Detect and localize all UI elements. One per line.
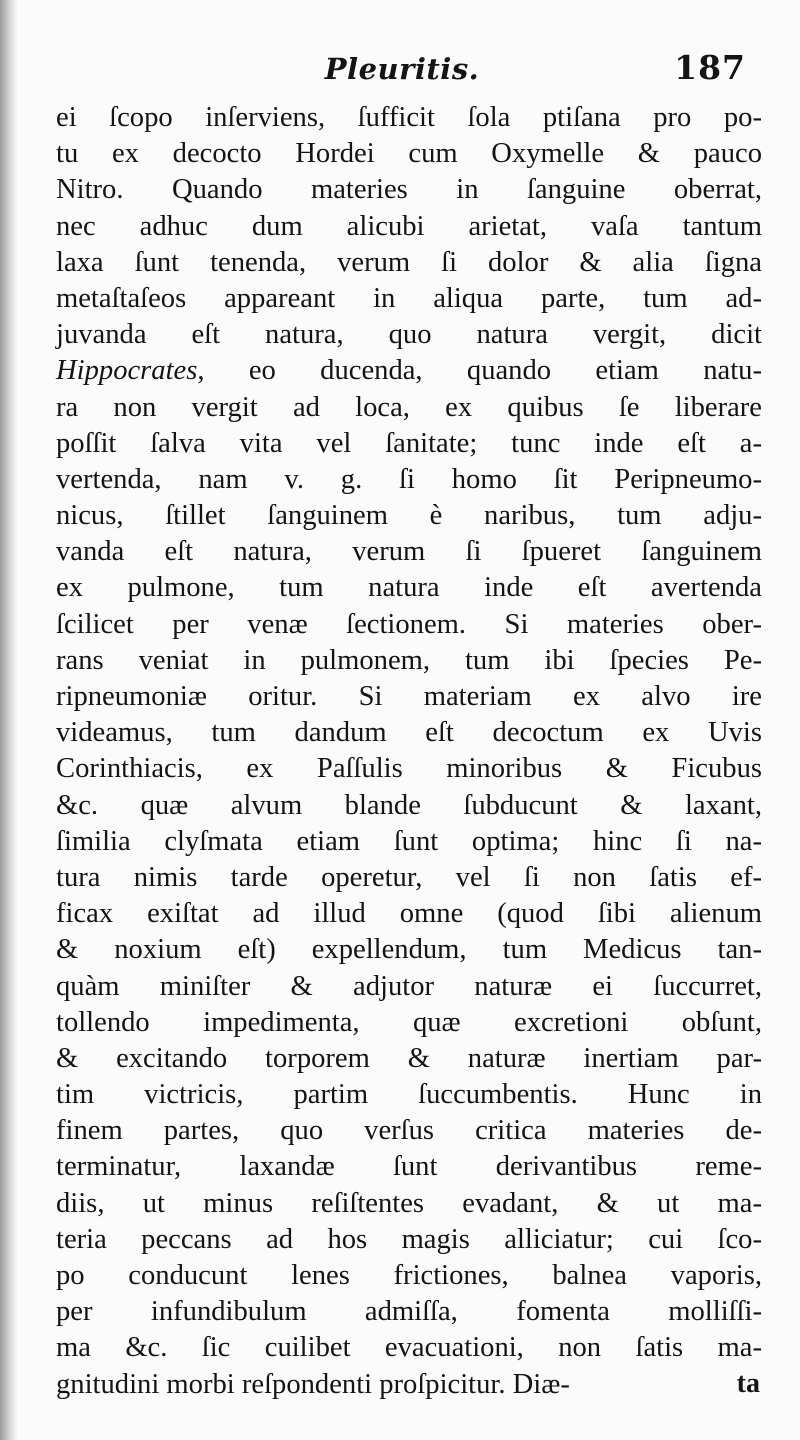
text-line xyxy=(56,607,762,643)
text-line xyxy=(56,209,762,245)
text-segment: Corinthiacis, ex Paſſulis minoribus & Ficubus xyxy=(56,753,762,785)
text-segment: terminatur, laxandæ ſunt derivantibus reme- xyxy=(56,1151,762,1183)
text-segment: ma &c. ſic cuilibet evacuationi, non ſatis ma- xyxy=(56,1332,762,1364)
text-segment: teria peccans ad hos magis alliciatur; cui ſco- xyxy=(56,1223,762,1255)
text-line xyxy=(56,1005,762,1041)
text-segment: laxa ſunt tenenda, verum ſi dolor & alia ſigna xyxy=(56,246,762,278)
text-segment: per infundibulum admiſſa, fomenta molliſſi- xyxy=(56,1296,762,1328)
text-line xyxy=(56,715,762,751)
text-segment: ex pulmone, tum natura inde eſt avertenda xyxy=(56,572,762,604)
text-segment: rans veniat in pulmonem, tum ibi ſpecies Pe- xyxy=(56,644,762,676)
text-line xyxy=(56,679,762,715)
text-line xyxy=(56,860,762,896)
text-segment: ripneumoniæ oritur. Si materiam ex alvo ire xyxy=(56,681,762,712)
text-line xyxy=(56,390,762,426)
running-head xyxy=(52,48,752,96)
text-line xyxy=(56,426,762,462)
text-segment: gnitudini morbi reſpondenti proſpicitur. Diæ- xyxy=(56,1368,570,1400)
text-line xyxy=(56,136,762,172)
text-segment: videamus, tum dandum eſt decoctum ex Uvis xyxy=(56,717,762,749)
text-segment: tollendo impedimenta, quæ excretioni obſunt, xyxy=(56,1006,762,1038)
text-segment: poſſit ſalva vita vel ſanitate; tunc inde eſt a- xyxy=(56,427,762,459)
text-line xyxy=(56,1077,762,1113)
text-segment: diis, ut minus reſiſtentes evadant, & ut ma- xyxy=(56,1187,762,1219)
text-line xyxy=(56,643,762,679)
text-line xyxy=(56,1149,762,1185)
text-line xyxy=(56,317,762,353)
text-line xyxy=(56,824,762,860)
catchword: ta xyxy=(736,1368,760,1399)
text-segment: &c. quæ alvum blande ſubducunt & laxant, xyxy=(56,789,762,821)
text-line xyxy=(56,245,762,281)
text-segment: vanda eſt natura, verum ſi ſpueret ſanguinem xyxy=(56,536,762,568)
running-title: Pleuritis. xyxy=(324,52,480,86)
text-segment: tu ex decocto Hordei cum Oxymelle & pauco xyxy=(56,138,762,170)
text-segment: po conducunt lenes frictiones, balnea vaporis, xyxy=(56,1260,762,1291)
text-line xyxy=(56,100,762,136)
text-line xyxy=(56,172,762,208)
text-line xyxy=(56,534,762,570)
text-segment: finem partes, quo verſus critica materies de- xyxy=(56,1115,762,1147)
text-segment: ſcilicet per venæ ſectionem. Si materies ober- xyxy=(56,608,762,640)
text-segment: , eo ducenda, quando etiam natu- xyxy=(197,355,762,387)
text-segment: Nitro. Quando materies in ſanguine oberrat, xyxy=(56,174,762,206)
text-segment: juvanda eſt natura, quo natura vergit, dicit xyxy=(56,319,762,351)
text-segment: ei ſcopo inſerviens, ſufficit ſola ptiſana pro po- xyxy=(56,102,762,133)
text-line xyxy=(56,896,762,932)
text-segment: ficax exiſtat ad illud omne (quod ſibi alienum xyxy=(56,898,762,930)
text-line xyxy=(56,1367,762,1403)
text-segment: tim victricis, partim ſuccumbentis. Hunc in xyxy=(56,1079,762,1111)
text-line xyxy=(56,751,762,787)
text-line xyxy=(56,570,762,606)
italic-name: Hippocrates xyxy=(56,355,198,387)
page-number: 187 xyxy=(674,48,746,87)
text-line xyxy=(56,353,762,389)
text-line xyxy=(56,1113,762,1149)
text-line xyxy=(56,281,762,317)
text-segment: metaſtaſeos appareant in aliqua parte, tum ad- xyxy=(56,282,762,314)
text-segment: nicus, ſtillet ſanguinem è naribus, tum adju- xyxy=(56,500,762,532)
text-line xyxy=(56,1222,762,1258)
text-line xyxy=(56,1186,762,1222)
text-segment: & noxium eſt) expellendum, tum Medicus tan- xyxy=(56,934,762,966)
text-line xyxy=(56,1294,762,1330)
text-line xyxy=(56,1041,762,1077)
text-line xyxy=(56,1330,762,1366)
body-text xyxy=(56,100,762,1403)
text-line xyxy=(56,498,762,534)
text-segment: tura nimis tarde operetur, vel ſi non ſatis ef- xyxy=(56,861,762,893)
text-line xyxy=(56,969,762,1005)
text-segment: quàm miniſter & adjutor naturæ ei ſuccurret, xyxy=(56,970,762,1002)
text-segment: & excitando torporem & naturæ inertiam par- xyxy=(56,1042,762,1074)
text-segment: ſimilia clyſmata etiam ſunt optima; hinc ſi na- xyxy=(56,825,762,857)
text-line xyxy=(56,1258,762,1294)
page-gutter-shadow xyxy=(0,0,18,1440)
text-segment: ra non vergit ad loca, ex quibus ſe liberare xyxy=(56,391,762,423)
text-line xyxy=(56,932,762,968)
text-segment: nec adhuc dum alicubi arietat, vaſa tantum xyxy=(56,210,762,242)
text-segment: vertenda, nam v. g. ſi homo ſit Peripneumo- xyxy=(56,463,762,495)
text-line xyxy=(56,462,762,498)
text-line xyxy=(56,788,762,824)
